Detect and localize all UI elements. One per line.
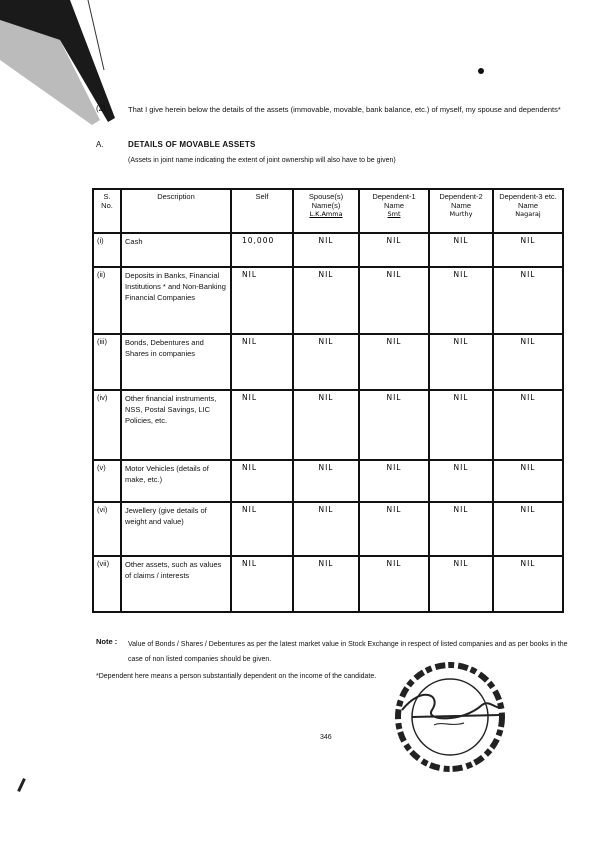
official-seal-stamp-with-signature (372, 655, 522, 785)
handwritten-dep1-name: Smt (387, 210, 401, 218)
header-description: Description (121, 189, 231, 233)
dependent-definition-note: *Dependent here means a person substantially dependent on the income of the candidate. (96, 673, 377, 680)
intro-text: That I give herein below the details of the assets (immovable, movable, bank balance, etc.) of myself, my spouse and dependents* (128, 105, 561, 114)
table-row (93, 267, 563, 334)
row-dep3-value: NIL (493, 233, 563, 267)
header-self-label: Self (255, 192, 269, 201)
row-self-value: NIL (231, 334, 293, 390)
row-dep2-value: NIL (429, 267, 493, 334)
row-spouse-value: NIL (293, 390, 359, 460)
row-description: Other financial instruments, NSS, Postal Savings, LIC Policies, etc. (121, 390, 231, 460)
row-sno: (v) (93, 460, 121, 502)
table-row (93, 233, 563, 267)
row-dep1-value: NIL (359, 460, 429, 502)
header-dep3 (493, 189, 563, 233)
row-sno: (i) (93, 233, 121, 267)
row-dep1-value: NIL (359, 556, 429, 612)
row-dep1-value: NIL (359, 390, 429, 460)
handwritten-dep2-name: Murthy (449, 210, 473, 218)
table-header-row (93, 189, 563, 233)
row-dep2-value: NIL (429, 233, 493, 267)
row-dep2-value: NIL (429, 502, 493, 556)
row-dep3-value: NIL (493, 334, 563, 390)
note-text: Value of Bonds / Shares / Debentures as per the latest market value in Stock Exchange in respect of listed companies and as per books in the case of non listed companies should be given. (128, 641, 568, 663)
speck (478, 68, 484, 74)
section-title: DETAILS OF MOVABLE ASSETS (128, 140, 256, 149)
row-spouse-value: NIL (293, 267, 359, 334)
row-dep3-value: NIL (493, 502, 563, 556)
table-row (93, 390, 563, 460)
row-dep3-value: NIL (493, 556, 563, 612)
table-row (93, 502, 563, 556)
section-subtitle: (Assets in joint name indicating the extent of joint ownership will also have to be given) (128, 157, 396, 164)
row-self-value: 10,000 (231, 233, 293, 267)
row-self-value: NIL (231, 267, 293, 334)
header-dep1-label: Dependent-1 Name (372, 192, 416, 210)
header-dep3-label: Dependent-3 etc. Name (499, 192, 557, 210)
handwritten-dep3-name: Nagaraj (515, 210, 541, 218)
handwritten-spouse-name: L.K.Amma (309, 210, 343, 218)
row-dep3-value: NIL (493, 460, 563, 502)
left-margin-mark (17, 778, 26, 792)
row-description: Jewellery (give details of weight and value) (121, 502, 231, 556)
header-spouse-label: Spouse(s) Name(s) (308, 192, 344, 210)
row-sno: (iii) (93, 334, 121, 390)
page-number: 346 (320, 734, 332, 741)
row-dep2-value: NIL (429, 334, 493, 390)
row-dep1-value: NIL (359, 233, 429, 267)
row-dep2-value: NIL (429, 556, 493, 612)
row-description: Deposits in Banks, Financial Institutions * and Non-Banking Financial Companies (121, 267, 231, 334)
note-label: Note : (96, 637, 118, 646)
row-spouse-value: NIL (293, 460, 359, 502)
row-sno: (ii) (93, 267, 121, 334)
row-spouse-value: NIL (293, 556, 359, 612)
row-self-value: NIL (231, 390, 293, 460)
section-letter: A. (96, 140, 104, 149)
row-sno: (vii) (93, 556, 121, 612)
row-description: Cash (121, 233, 231, 267)
row-sno: (vi) (93, 502, 121, 556)
table-row (93, 556, 563, 612)
row-spouse-value: NIL (293, 233, 359, 267)
row-spouse-value: NIL (293, 502, 359, 556)
row-self-value: NIL (231, 460, 293, 502)
header-dep2-label: Dependent-2 Name (439, 192, 483, 210)
row-spouse-value: NIL (293, 334, 359, 390)
row-self-value: NIL (231, 502, 293, 556)
header-dep1 (359, 189, 429, 233)
row-self-value: NIL (231, 556, 293, 612)
row-dep2-value: NIL (429, 460, 493, 502)
header-self (231, 189, 293, 233)
header-sno: S. No. (93, 189, 121, 233)
row-dep1-value: NIL (359, 334, 429, 390)
row-dep1-value: NIL (359, 267, 429, 334)
row-description: Bonds, Debentures and Shares in companies (121, 334, 231, 390)
row-description: Motor Vehicles (details of make, etc.) (121, 460, 231, 502)
row-description: Other assets, such as values of claims / interests (121, 556, 231, 612)
intro-number: (2) (96, 104, 106, 113)
row-dep2-value: NIL (429, 390, 493, 460)
row-dep3-value: NIL (493, 267, 563, 334)
table-row (93, 334, 563, 390)
row-dep3-value: NIL (493, 390, 563, 460)
movable-assets-table (92, 188, 564, 613)
header-spouse (293, 189, 359, 233)
row-sno: (iv) (93, 390, 121, 460)
header-dep2 (429, 189, 493, 233)
table-row (93, 460, 563, 502)
row-dep1-value: NIL (359, 502, 429, 556)
